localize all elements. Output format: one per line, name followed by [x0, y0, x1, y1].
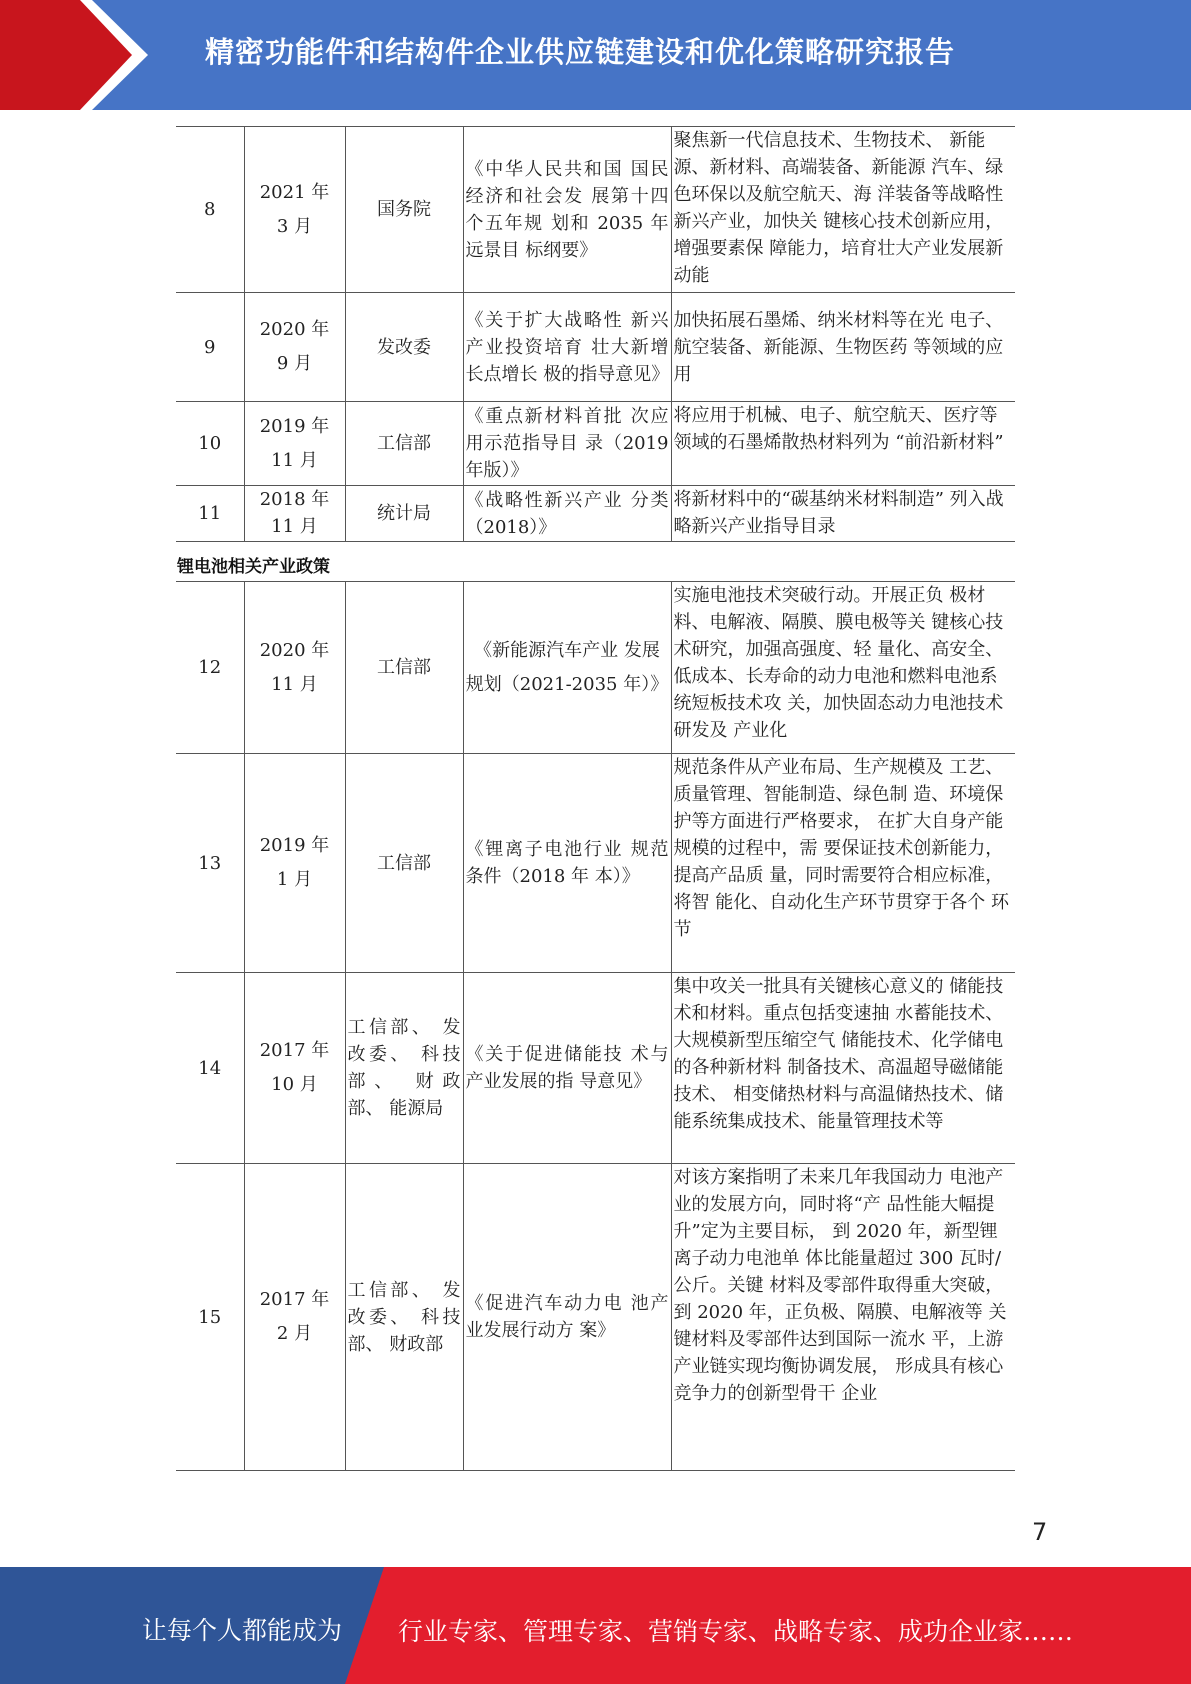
row-policy-name: 《关于促进储能技 术与产业发展的指 导意见》	[463, 973, 671, 1164]
table-row	[176, 973, 1015, 1164]
row-policy-name: 《中华人民共和国 国民经济和社会发 展第十四个五年规 划和 2035 年远景目 标纲要》	[463, 127, 671, 293]
row-number: 12	[176, 582, 244, 754]
row-date: 2020 年 11 月	[244, 582, 345, 754]
row-policy-name: 《锂离子电池行业 规范条件（2018 年 本）》	[463, 754, 671, 973]
row-date: 2019 年 11 月	[244, 402, 345, 486]
row-policy-name: 《战略性新兴产业 分类（2018）》	[463, 486, 671, 542]
row-number: 8	[176, 127, 244, 293]
row-number: 10	[176, 402, 244, 486]
footer-slogan-left: 让每个人都能成为	[142, 1616, 343, 1645]
row-department: 工信部	[345, 582, 463, 754]
row-policy-name: 《重点新材料首批 次应用示范指导目 录（2019 年版）》	[463, 402, 671, 486]
row-department: 发改委	[345, 293, 463, 402]
table-row	[176, 402, 1015, 486]
row-date: 2021 年 3 月	[244, 127, 345, 293]
row-number: 15	[176, 1164, 244, 1471]
row-policy-name: 《新能源汽车产业 发展规划（2021-2035 年）》	[463, 582, 671, 754]
page-number: 7	[1032, 1518, 1048, 1546]
footer-slogan-right: 行业专家、管理专家、营销专家、战略专家、成功企业家……	[398, 1617, 1074, 1646]
row-description: 聚焦新一代信息技术、生物技术、 新能源、新材料、高端装备、新能源 汽车、绿色环保以及航空航天、海 洋装备等战略性新兴产业，加快关 键核心技术创新应用，增强要素保 障能力，培育壮大产业发展新动能	[671, 127, 1015, 293]
row-department: 国务院	[345, 127, 463, 293]
row-department: 工信部	[345, 402, 463, 486]
row-number: 13	[176, 754, 244, 973]
row-description: 加快拓展石墨烯、纳米材料等在光 电子、航空装备、新能源、生物医药 等领域的应用	[671, 293, 1015, 402]
row-date: 2019 年 1 月	[244, 754, 345, 973]
row-description: 规范条件从产业布局、生产规模及 工艺、质量管理、智能制造、绿色制 造、环境保护等方面进行严格要求， 在扩大自身产能规模的过程中，需 要保证技术创新能力，提高产品质 量，同时需要符合相应标准，将智 能化、自动化生产环节贯穿于各个 环节	[671, 754, 1015, 973]
row-description: 将应用于机械、电子、航空航天、医疗等领域的石墨烯散热材料列为 “前沿新材料”	[671, 402, 1015, 486]
row-department: 工信部、 发改委、 科技部、 财政部	[345, 1164, 463, 1471]
row-policy-name: 《关于扩大战略性 新兴产业投资培育 壮大新增长点增长 极的指导意见》	[463, 293, 671, 402]
row-number: 9	[176, 293, 244, 402]
row-date: 2017 年 2 月	[244, 1164, 345, 1471]
report-title: 精密功能件和结构件企业供应链建设和优化策略研究报告	[205, 35, 956, 69]
table-row	[176, 486, 1015, 542]
row-policy-name: 《促进汽车动力电 池产业发展行动方 案》	[463, 1164, 671, 1471]
row-number: 14	[176, 973, 244, 1164]
row-date: 2017 年 10 月	[244, 973, 345, 1164]
row-description: 对该方案指明了未来几年我国动力 电池产业的发展方向，同时将“产 品性能大幅提升”定为主要目标， 到 2020 年，新型锂离子动力电池单 体比能量超过 300 瓦时/公斤。关键 材料及零部件取得重大突破，到 2020 年，正负极、隔膜、电解液等 关键材料及零部件达到国际一流水 平，上游产业链实现均衡协调发展， 形成具有核心竞争力的创新型骨干 企业	[671, 1164, 1015, 1471]
row-date: 2018 年 11 月	[244, 486, 345, 542]
table-row	[176, 754, 1015, 973]
row-number: 11	[176, 486, 244, 542]
row-department: 工信部、 发改委、 科技部、 财政部、 能源局	[345, 973, 463, 1164]
section-heading: 锂电池相关产业政策	[177, 557, 330, 577]
row-date: 2020 年 9 月	[244, 293, 345, 402]
row-department: 工信部	[345, 754, 463, 973]
table-row	[176, 127, 1015, 293]
policy-table-lithium-battery	[176, 581, 1015, 1471]
table-row	[176, 293, 1015, 402]
table-row	[176, 1164, 1015, 1471]
table-row	[176, 582, 1015, 754]
row-description: 集中攻关一批具有关键核心意义的 储能技术和材料。重点包括变速抽 水蓄能技术、大规模新型压缩空气 储能技术、化学储电的各种新材料 制备技术、高温超导磁储能技术、 相变储热材料与高温储热技术、储 能系统集成技术、能量管理技术等	[671, 973, 1015, 1164]
policy-table-graphene	[176, 126, 1015, 542]
row-department: 统计局	[345, 486, 463, 542]
row-description: 实施电池技术突破行动。开展正负 极材料、电解液、隔膜、膜电极等关 键核心技术研究，加强高强度、轻 量化、高安全、低成本、长寿命的动力电池和燃料电池系统短板技术攻 关，加快固态动力电池技术研发及 产业化	[671, 582, 1015, 754]
header-arrow-decoration	[0, 0, 148, 110]
row-description: 将新材料中的“碳基纳米材料制造” 列入战略新兴产业指导目录	[671, 486, 1015, 542]
page-header	[0, 0, 1191, 110]
page-footer	[0, 1567, 1191, 1684]
